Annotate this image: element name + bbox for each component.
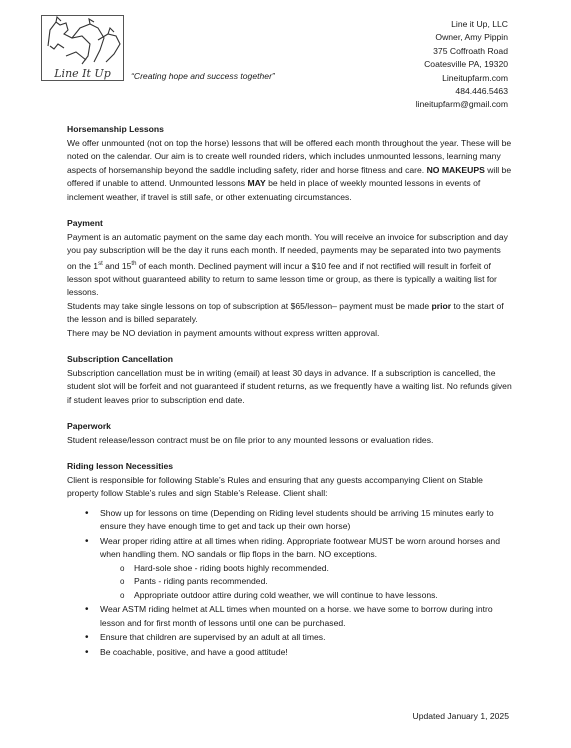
website: Lineitupfarm.com [442,72,508,83]
owner-line: Owner, Amy Pippin [435,32,508,43]
text-run: Payment is an automatic payment on the same day each month. You will receive an invoice for subscription and day you pay subscription will be the day it runs each month. If needed, payments may be separated into two payments on the 1 [67,231,508,271]
sub-list-item: o Pants - riding pants recommended. [134,575,512,589]
section-heading: Horsemanship Lessons [67,124,164,134]
section-paperwork [67,420,512,447]
text-run: to the start of the lesson and is billed separately. [67,300,504,325]
superscript: th [131,260,137,267]
section-riding [67,460,512,659]
phone: 484.446.5463 [455,86,508,97]
section-cancellation [67,353,512,407]
list-item: • Wear ASTM riding helmet at ALL times when mounted on a horse. we have some to borrow during intro lesson and for first month of lessons until one can be purchased. [100,603,512,630]
horse-logo-icon [42,16,124,68]
street-address: 375 Coffroath Road [433,45,508,56]
section-heading: Paperwork [67,421,111,432]
bold-run: prior [431,300,452,311]
section-heading: Subscription Cancellation [67,354,174,365]
company-name: Line it Up, LLC [451,19,508,29]
section-payment [67,217,512,340]
section-paragraph: There may be NO deviation in payment amounts without express written approval. [67,327,380,338]
logo [41,15,124,81]
list-item: • Ensure that children are supervised by an adult at all times. [100,631,512,645]
section-paragraph [67,231,512,300]
text-run: and 15 [102,260,132,271]
email: lineitupfarm@gmail.com [415,99,508,110]
list-item-text: Wear proper riding attire at all times when riding. Appropriate footwear MUST be worn around horses and when handling them. NO sandals or flip flops in the barn. NO exceptions. [100,535,500,560]
section-paragraph [67,137,512,205]
list-item: • Show up for lessons on time (Depending on Riding level students should be arriving 15 minutes early to ensure they have enough time to get and tack up their own horse) [100,507,512,534]
list-item: • Be coachable, positive, and have a good attitude! [100,646,512,660]
section-paragraph: Client is responsible for following Stable’s Rules and ensuring that any guests accompanying Client on Stable property follow Stable’s rules and sign Stable’s Release. Client shall: [67,474,483,499]
section-paragraph: Student release/lesson contract must be on file prior to any mounted lessons or evaluation rides. [67,434,434,445]
section-paragraph: Subscription cancellation must be in writing (email) at least 30 days in advance. If a subscription is cancelled, the student slot will be forfeit and not guaranteed if student returns, as we frequently have a waiting list. No refunds given if student leaves prior to subscription end date. [67,367,512,405]
list-item [100,535,512,603]
sub-list-item: o Hard-sole shoe - riding boots highly recommended. [134,562,512,576]
sub-bullet-list [100,562,512,603]
text-run: be held in place of weekly mounted lessons in events of inclement weather, if travel is still safe, or other extenuating circumstances. [67,178,481,202]
superscript: st [98,260,103,267]
section-heading: Payment [67,218,103,228]
text-run: of each month. Declined payment will incur a $10 fee and if not rectified will result in forfeit of lesson spot without guaranteed ability to return to same lesson time or group, as there is typically a waiting list for lessons. [67,260,497,298]
bold-run: MAY [247,178,266,188]
tagline: “Creating hope and success together” [131,71,275,81]
section-horsemanship [67,123,512,204]
section-heading: Riding lesson Necessities [67,461,174,472]
logo-text: Line It Up [54,67,111,80]
text-run: We offer unmounted (not on top the horse) lessons that will be offered each month throughout the year. These will be noted on the calendar. Our aim is to create well rounded riders, which includes unmounted lessons, learning many aspects of horsemanship beyond the saddle including safety, rider and horse fitness and care. [67,137,512,175]
contact-block [416,18,508,112]
sub-list-item: o Appropriate outdoor attire during cold weather, we will continue to have lessons. [134,589,512,603]
text-run: will be offered if unable to attend. Unmounted lessons [67,164,512,188]
city-line: Coatesville PA, 19320 [424,59,508,70]
text-run: Students may take single lessons on top of subscription at $65/lesson– payment must be made [67,300,432,311]
bold-run: NO MAKEUPS [426,164,485,175]
section-paragraph [67,300,512,327]
bullet-list [67,507,512,660]
document-body [67,123,512,672]
updated-date: Updated January 1, 2025 [412,711,509,721]
